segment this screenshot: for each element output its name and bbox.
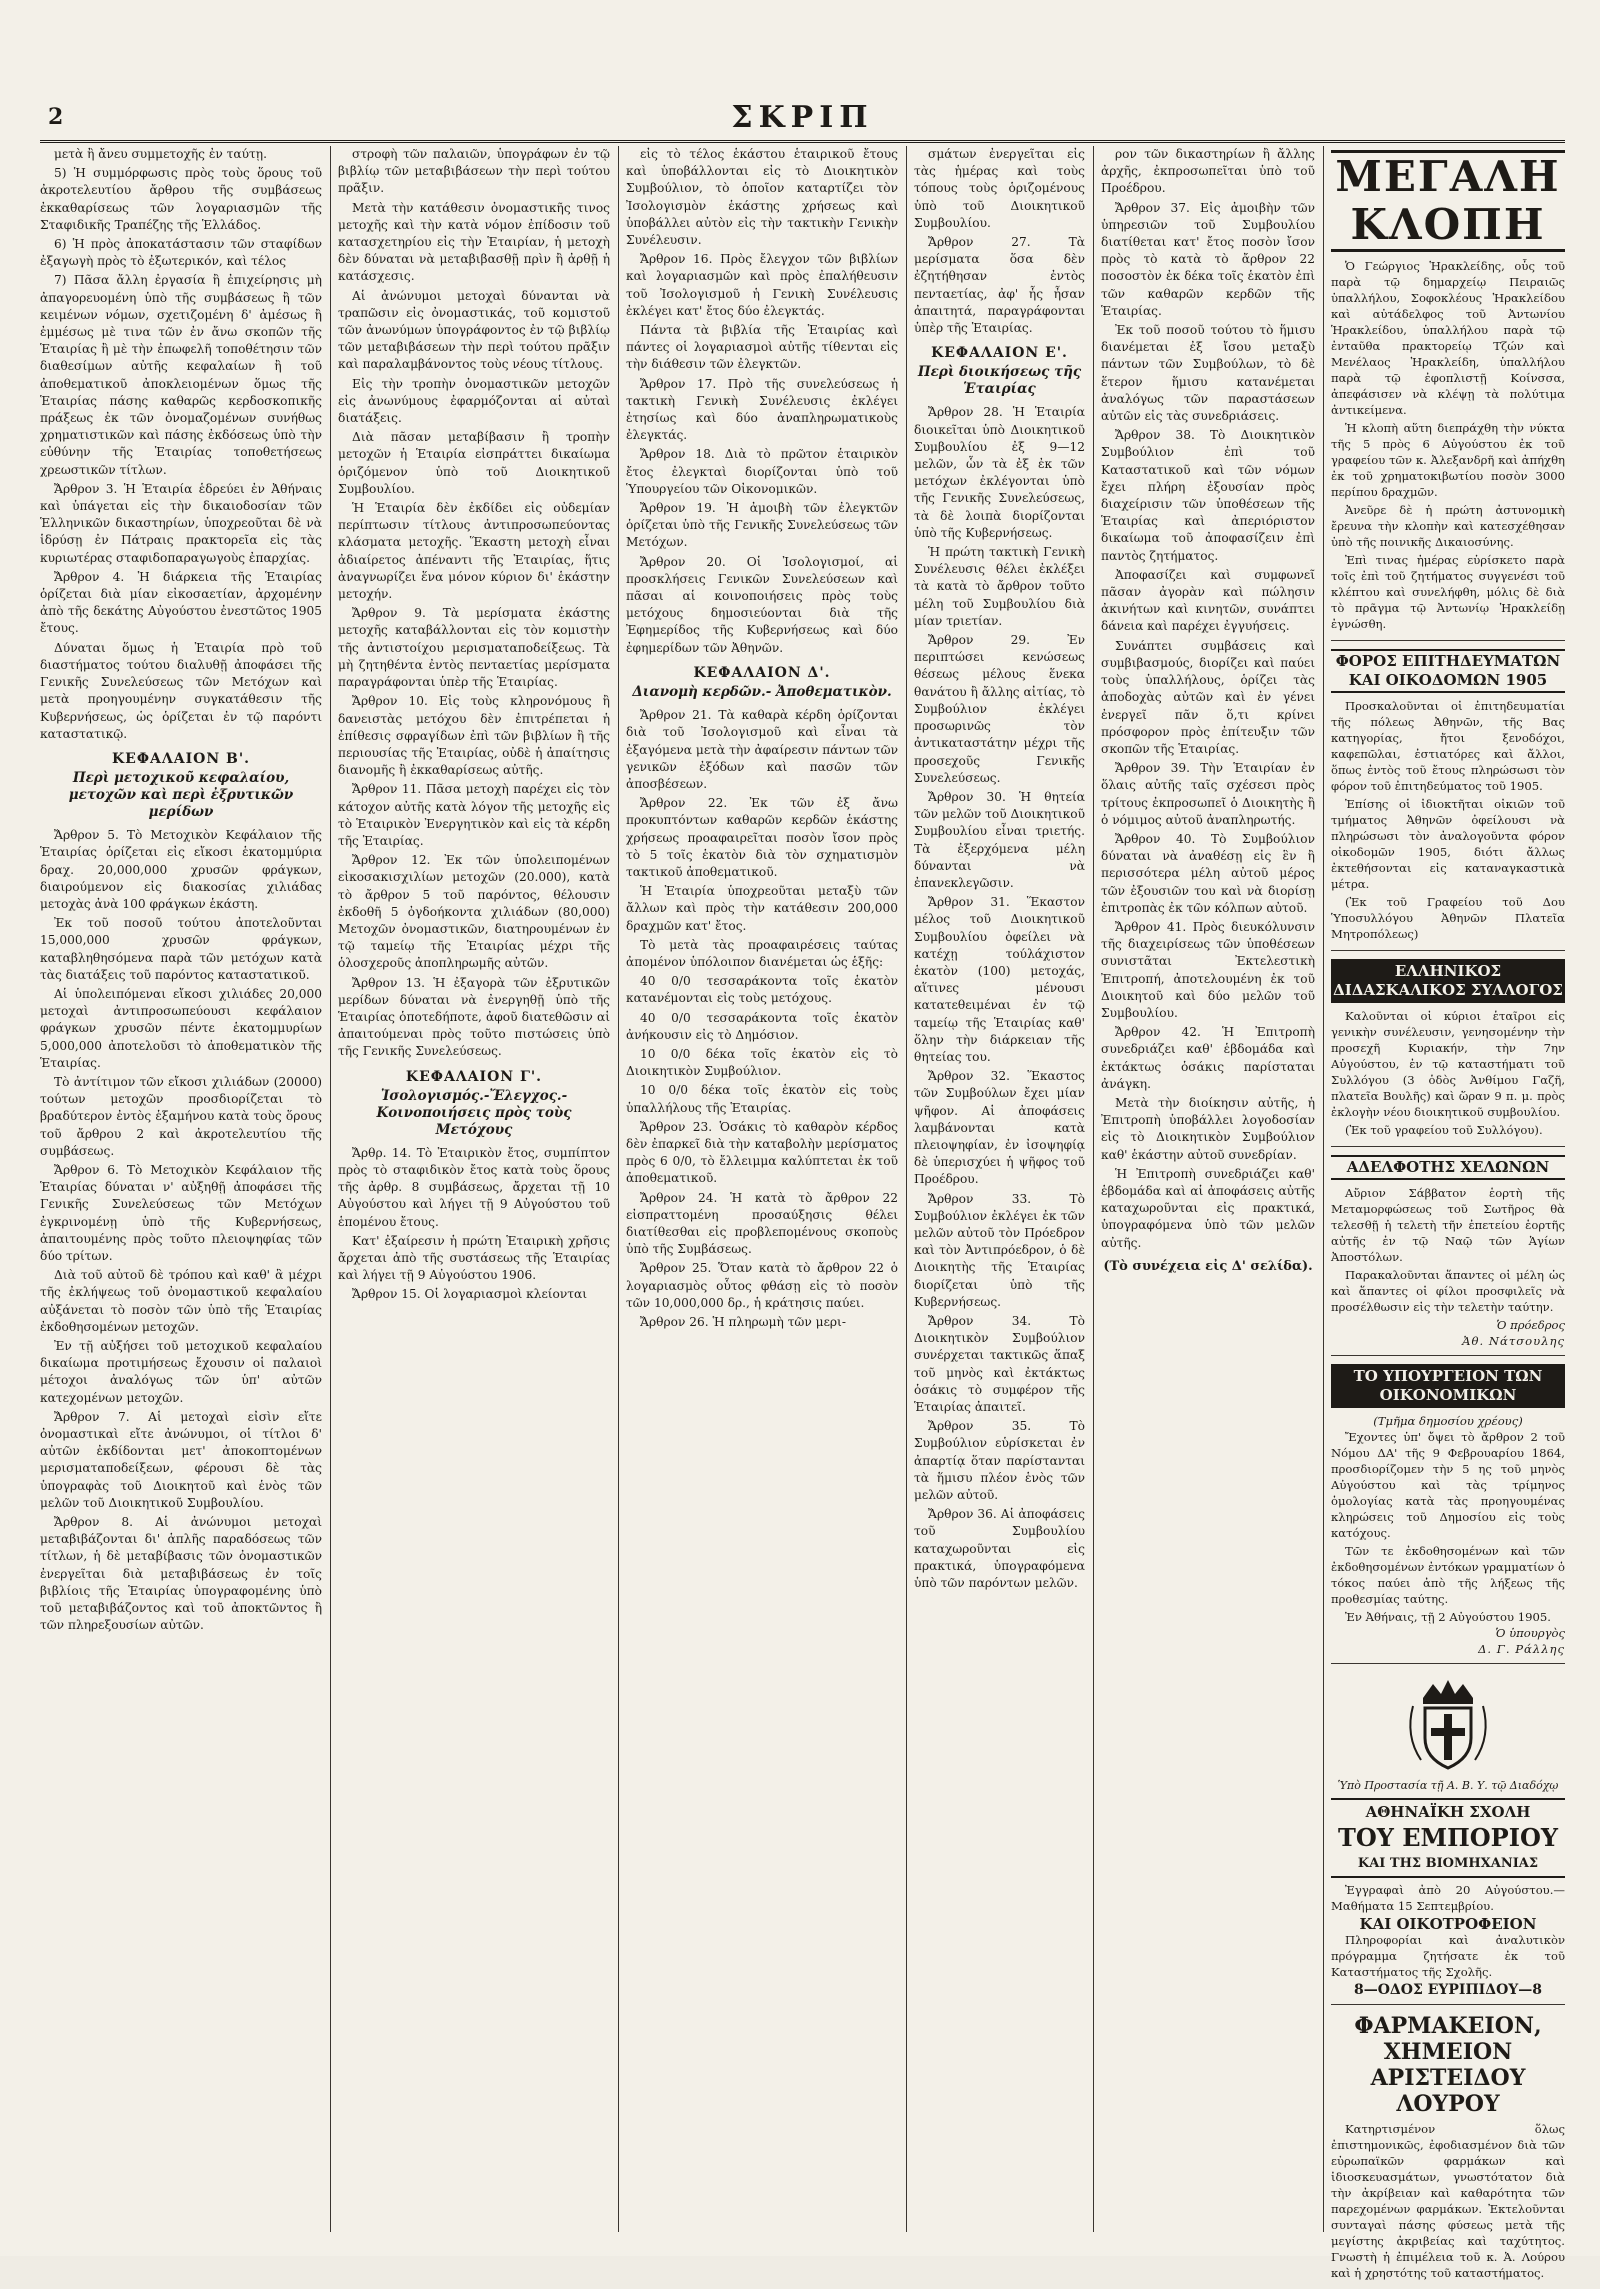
paragraph: Ἡ Ἐπιτροπὴ συνεδριάζει καθ' ἑβδομάδα καὶ αἱ ἀποφάσεις αὐτῆς καταχωροῦνται εἰς πρακτικά, ὑπογραφόμενα ὑπὸ τῶν μελῶν αὐτῆς. <box>1101 1166 1315 1250</box>
section-title: ΚΕΦΑΛΑΙΟΝ Β'. <box>111 750 251 767</box>
paragraph: Ἄρθρον 29. Ἐν περιπτώσει κενώσεως θέσεως μέλους ἕνεκα θανάτου ἢ ἄλλης αἰτίας, τὸ Συμβούλιον ἐκλέγει προσωρινῶς τὸν ἀντικαταστάτην μέχρι τῆς προσεχοῦς Γενικῆς Συνελεύσεως. <box>914 633 1085 785</box>
paragraph: 40 0/0 τεσσαράκοντα τοῖς ἑκατὸν ἀνήκουσιν εἰς τὸ Δημόσιον. <box>626 1010 898 1042</box>
paragraph: στροφὴ τῶν παλαιῶν, ὑπογράφων ἐν τῷ βιβλίῳ τῶν μεταβιβάσεων τὴν περὶ τούτου πρᾶξιν. <box>338 147 610 196</box>
paragraph: Ἄρθρον 17. Πρὸ τῆς συνελεύσεως ἡ τακτικὴ Γενικὴ Συνέλευσις ἐκλέγει ἐτησίως καὶ δύο ἀναπληρωματικοὺς ἐλεγκτάς. <box>626 376 898 443</box>
paragraph: Τῶν τε ἐκδοθησομένων καὶ τῶν ἐκδοθησομένων ἐντόκων γραμματίων ὁ τόκος παύει ἀπὸ τῆς λήξεως τῆς προθεσμίας ταύτης. <box>1331 1544 1565 1606</box>
paragraph: Ἔχοντες ὑπ' ὄψει τὸ ἄρθρον 2 τοῦ Νόμου ΔΑ' τῆς 9 Φεβρουαρίου 1864, προσδιορίζομεν τὴν 5 ης τοῦ μηνὸς Αὐγούστου καὶ τὰς τρίμηνος ὁμολογίας κατὰ τὰς προηγουμένας κληρώσεις τοῦ Δημοσίου εἰς τοὺς κατόχους. <box>1331 1430 1565 1540</box>
paragraph: Ἄρθρον 7. Αἱ μετοχαὶ εἰσὶν εἴτε ὀνομαστικαὶ εἴτε ἀνώνυμοι, οἱ τίτλοι δ' αὐτῶν ἐκδίδονται μετ' ἀποκοπτομένων μερισματαποδείξεων, φέρουσι δὲ τὰς ὑπογραφὰς τοῦ Διοικητοῦ καὶ ἑνὸς τῶν μελῶν τοῦ Διοικητικοῦ Συμβουλίου. <box>40 1409 322 1510</box>
paragraph: Ἄρθρον 35. Τὸ Συμβούλιον εὑρίσκεται ἐν ἀπαρτίᾳ ὅταν παρίστανται τὰ ἥμισυ πλέον ἑνὸς τῶν μελῶν αὐτοῦ. <box>914 1419 1085 1503</box>
signature-name: Δ. Γ. Ράλλης <box>1478 1642 1565 1656</box>
paragraph: Ἄρθρον 33. Τὸ Συμβούλιον ἐκλέγει ἐκ τῶν μελῶν αὐτοῦ τὸν Πρόεδρον καὶ τὸν Ἀντιπρόεδρον, ὁ δὲ Διοικητὴς τῆς Ἑταιρίας διορίζεται ὑπὸ τῆς Κυβερνήσεως. <box>914 1191 1085 1309</box>
section-subtitle: Ἰσολογισμός.-Ἔλεγχος.- Κοινοποιήσεις πρὸς τοὺς Μετόχους <box>376 1087 572 1138</box>
paragraph: Ἄρθρον 28. Ἡ Ἑταιρία διοικεῖται ὑπὸ Διοικητικοῦ Συμβουλίου ἐξ 9—12 μελῶν, ὧν τὰ ἐξ ἐκ τῶν μετόχων ἐκλέγονται ὑπὸ τῆς Γενικῆς Συνελεύσεως, τὰ δὲ λοιπὰ διορίζονται ὑπὸ τῆς Κυβερνήσεως. <box>914 405 1085 540</box>
section-title: ΚΕΦΑΛΑΙΟΝ Γ'. <box>405 1068 543 1085</box>
column-rule <box>906 146 907 2232</box>
paragraph: Ἄρθρον 21. Τὰ καθαρὰ κέρδη ὁρίζονται διὰ τοῦ Ἰσολογισμοῦ καὶ εἶναι τὰ ἐξαγόμενα μετὰ τὴν ἀφαίρεσιν πάντων τῶν γενικῶν ἐξόδων καὶ πασῶν τῶν ἀποσβέσεων. <box>626 708 898 791</box>
section-title: ΚΕΦΑΛΑΙΟΝ Ε'. <box>931 345 1068 362</box>
paragraph: Ἄρθρον 27. Τὰ μερίσματα ὅσα δὲν ἐζητήθησαν ἐντὸς πενταετίας, ἀφ' ἧς ἦσαν ἀπαιτητά, παραγράφονται ὑπὲρ τῆς Ἑταιρίας. <box>914 235 1085 336</box>
ad-tax <box>1331 641 1565 951</box>
ad-theft <box>1331 146 1565 641</box>
article-column-1 <box>40 146 322 2232</box>
paragraph: Ἄρθρον 22. Ἐκ τῶν ἐξ ἄνω προκυπτόντων καθαρῶν κερδῶν ἑκάστης χρήσεως προαφαιρεῖται ποσὸν ἴσον πρὸς τὸ 5 τοῖς ἑκατὸν διὰ τὸν σχηματισμὸν τακτικοῦ ἀποθεματικοῦ. <box>626 796 898 879</box>
paragraph: Αἱ ὑπολειπόμεναι εἴκοσι χιλιάδες 20,000 μετοχαὶ ἀντιπροσωπεύουσι κεφάλαιον φράγκων χρυσῶν πέντε ἑκατομμυρίων 5,000,000 ἀποτελοῦσι τὸ ἀποθεματικὸν τῆς Ἑταιρίας. <box>40 986 322 1070</box>
paragraph: 10 0/0 δέκα τοῖς ἑκατὸν εἰς τοὺς ὑπαλλήλους τῆς Ἑταιρίας. <box>626 1083 898 1115</box>
section-title: ΚΕΦΑΛΑΙΟΝ Δ'. <box>693 664 831 681</box>
ad-teachers-association <box>1331 951 1565 1147</box>
column-rule <box>1323 146 1324 2232</box>
paragraph: Κατ' ἐξαίρεσιν ἡ πρώτη Ἑταιρικὴ χρῆσις ἄρχεται ἀπὸ τῆς συστάσεως τῆς Ἑταιρίας καὶ λήγει τῇ 9 Αὐγούστου 1906. <box>338 1233 610 1283</box>
paper-name: ΣΚΡΙΠ <box>731 100 874 135</box>
paragraph: Καλοῦνται οἱ κύριοι ἑταῖροι εἰς γενικὴν συνέλευσιν, γενησομένην τὴν προσεχῆ Κυριακήν, τὴν 7ην Αὐγούστου, ἐν τῷ καταστήματι τοῦ Συλλόγου (3 ὁδὸς Ἀνθίμου Γαζῆ, πλατεῖα Βουλῆς) καὶ ὥραν 9 π. μ. πρὸς ἐκλογὴν νέου διοικητικοῦ συμβουλίου. <box>1331 1009 1565 1119</box>
ad-pharmacy <box>1331 2005 1565 2289</box>
paragraph: Ἐν τῇ αὐξήσει τοῦ μετοχικοῦ κεφαλαίου δικαίωμα προτιμήσεως ἔχουσιν οἱ παλαιοὶ μέτοχοι ἀναλόγως τῶν ὑπ' αὐτῶν κατεχομένων μετοχῶν. <box>40 1339 322 1405</box>
paragraph: Ἄρθρον 13. Ἡ ἐξαγορὰ τῶν ἐξρυτικῶν μερίδων δύναται νὰ ἐνεργηθῇ ὑπὸ τῆς Ἑταιρίας ὁποτεδήποτε, ἀφοῦ διατεθῶσιν αἱ ἀπαιτούμεναι πρὸς τοῦτο πιστώσεις ὑπὸ τῆς Γενικῆς Συνελεύσεως. <box>338 975 610 1059</box>
ad-school <box>1331 1664 1565 2005</box>
ad-title: ΤΟ ΥΠΟΥΡΓΕΙΟΝ ΤΩΝ ΟΙΚΟΝΟΜΙΚΩΝ <box>1331 1364 1565 1408</box>
paragraph: Εἰς τὴν τροπὴν ὀνομαστικῶν μετοχῶν εἰς ἀνωνύμους ἐφαρμόζονται αἱ αὐταὶ διατάξεις. <box>338 376 610 426</box>
paragraph: 10 0/0 δέκα τοῖς ἑκατὸν εἰς τὸ Διοικητικὸν Συμβούλιον. <box>626 1046 898 1079</box>
article-column-2 <box>338 146 610 2232</box>
paragraph: εἰς τὸ τέλος ἑκάστου ἑταιρικοῦ ἔτους καὶ ὑποβάλλονται εἰς τὸ Διοικητικὸν Συμβούλιον, τὸ ὁποῖον καταρτίζει τὸν Ἰσολογισμὸν ἑκάστης χρήσεως καὶ ὑποβάλλει αὐτὸν εἰς τὴν τακτικὴν Γενικὴν Συνέλευσιν. <box>626 147 898 248</box>
paragraph: Ἐκ τοῦ ποσοῦ τούτου ἀποτελοῦνται 15,000,000 χρυσῶν φράγκων, καταβληθησόμενα παρὰ τῶν μετόχων κατὰ τὰς διατάξεις τοῦ παρόντος καταστατικοῦ. <box>40 916 322 982</box>
ads-column <box>1331 146 1565 2280</box>
ad-title: ΜΕΓΑΛΗ ΚΛΟΠΗ <box>1331 150 1565 252</box>
paragraph: Ἐκ τοῦ ποσοῦ τούτου τὸ ἥμισυ διανέμεται ἐξ ἴσου μεταξὺ πάντων τῶν Συμβούλων, τὸ δὲ ἕτερον ἥμισυ κατανέμεται ἀναλόγως τῶν παραστάσεων αὐτῶν εἰς τὰς συνεδριάσεις. <box>1101 323 1315 424</box>
paragraph: Ἀποφασίζει καὶ συμφωνεῖ πᾶσαν ἀγορὰν καὶ πώλησιν ἀκινήτων καὶ κινητῶν, συνάπτει δάνεια καὶ παρέχει ἐγγυήσεις. <box>1101 567 1315 634</box>
paragraph: Ἄρθρον 11. Πᾶσα μετοχὴ παρέχει εἰς τὸν κάτοχον αὐτῆς κατὰ λόγον τῆς μετοχῆς εἰς τὸ Ἑταιρικὸν Ἐνεργητικὸν καὶ εἰς τὰ κέρδη τῆς Ἑταιρίας. <box>338 782 610 848</box>
paragraph: Ἄρθρον 34. Τὸ Διοικητικὸν Συμβούλιον συνέρχεται τακτικῶς ἅπαξ τοῦ μηνὸς καὶ ἐκτάκτως ὁσάκις τὸ συμφέρον τῆς Ἑταιρίας ἀπαιτεῖ. <box>914 1314 1085 1415</box>
school-title-line: ΑΘΗΝΑΪΚΗ ΣΧΟΛΗ <box>1365 1803 1531 1821</box>
pharmacy-title <box>1331 2013 1565 2117</box>
column-rule <box>330 146 331 2232</box>
masthead <box>40 100 1565 143</box>
paragraph: Ἄρθρον 12. Ἐκ τῶν ὑπολειπομένων εἰκοσακισχιλίων μετοχῶν (20.000), κατὰ τὸ ἄρθρον 5 τοῦ παρόντος, θέλουσιν ἐκδοθῆ 5 ὀγδοήκοντα χιλιάδων (80,000) Μετοχῶν ὀνομαστικῶν, διατηρουμένων ἐν τῷ ταμείῳ τῆς Ἑταιρίας μέχρι τῆς ὁλοσχεροῦς ἀποπληρωμῆς αὐτῶν. <box>338 853 610 971</box>
paragraph: Ἐπίσης οἱ ἰδιοκτῆται οἰκιῶν τοῦ τμήματος Ἀθηνῶν ὀφείλουσι νὰ πληρώσωσι τὸν ἀναλογοῦντα φόρον οἰκοδομῶν 1905, διότι ἄλλως ἐκτεθήσονται εἰς καταναγκαστικὰ μέτρα. <box>1331 797 1565 891</box>
paragraph: Ἄρθρον 30. Ἡ θητεία τῶν μελῶν τοῦ Διοικητικοῦ Συμβουλίου εἶναι τριετής. Τὰ ἐξερχόμενα μέλη δύνανται νὰ ἐπανεκλεγῶσιν. <box>914 789 1086 890</box>
school-info: Πληροφορίαι καὶ ἀναλυτικὸν πρόγραμμα ζητήσατε ἐκ τοῦ Καταστήματος τῆς Σχολῆς. <box>1331 1933 1565 1979</box>
paragraph: Ἡ Ἑταιρία ὑποχρεοῦται μεταξὺ τῶν ἄλλων καὶ πρὸς τὴν κατάθεσιν 200,000 δραχμῶν κατ' ἔτος. <box>626 884 898 933</box>
paragraph: Μετὰ τὴν κατάθεσιν ὀνομαστικῆς τινος μετοχῆς καὶ τὴν κατὰ νόμον ἐπίδοσιν τοῦ κατασχετηρίου εἰς τὴν Ἑταιρίαν, ἡ μετοχὴ δὲν δύναται νὰ μεταβιβασθῇ πρὶν ἢ ἀρθῇ ἡ κατάσχεσις. <box>338 200 610 284</box>
paragraph: Ἄρθρον 25. Ὅταν κατὰ τὸ ἄρθρον 22 ὁ λογαριασμὸς οὗτος φθάσῃ εἰς τὸ ποσὸν τῶν 10,000,000 δρ., ἡ κράτησις παύει. <box>626 1261 898 1310</box>
article-column-4 <box>914 146 1085 2232</box>
paragraph: Ἄρθρον 36. Αἱ ἀποφάσεις τοῦ Συμβουλίου καταχωροῦνται εἰς πρακτικά, ὑπογραφόμενα ὑπὸ τῶν παρόντων μελῶν. <box>914 1507 1085 1591</box>
paragraph: (Ἐκ τοῦ Γραφείου τοῦ Δου Ὑποσυλλόγου Ἀθηνῶν Πλατεῖα Μητροπόλεως) <box>1331 895 1565 941</box>
paragraph: Ἄρθρον 19. Ἡ ἀμοιβὴ τῶν ἐλεγκτῶν ὁρίζεται ὑπὸ τῆς Γενικῆς Συνελεύσεως τῶν Μετόχων. <box>626 501 898 550</box>
paragraph: Ἄρθρον 6. Τὸ Μετοχικὸν Κεφάλαιον τῆς Ἑταιρίας δύναται ν' αὐξηθῇ ἀποφάσει τῆς Γενικῆς Συνελεύσεως τῶν Μετόχων ἐγκρινομένῃ ὑπὸ τῆς Κυβερνήσεως, ἀπαιτουμένης πρὸς τοῦτο πλειοψηφίας τῶν δύο τρίτων. <box>40 1162 322 1263</box>
paragraph: Ἡ κλοπὴ αὕτη διεπράχθη τὴν νύκτα τῆς 5 πρὸς 6 Αὐγούστου ἐκ τοῦ γραφείου τῶν κ. Ἀλεξανδρῆ καὶ ἀπήχθη ἐκ τοῦ χρηματοκιβωτίου ποσὸν 3000 περίπου δραχμῶν. <box>1331 421 1565 499</box>
paragraph: Ἄρθρον 5. Τὸ Μετοχικὸν Κεφάλαιον τῆς Ἑταιρίας ὁρίζεται εἰς εἴκοσι ἑκατομμύρια δραχ. 20,000,000 χρυσῶν φράγκων, διαιρούμενον εἰς διακοσίας χιλιάδας μετοχὰς ἀνὰ 100 φράγκων ἑκάστη. <box>40 828 322 911</box>
paragraph: Ἄρθρον 40. Τὸ Συμβούλιον δύναται νὰ ἀναθέσῃ εἰς ἓν ἢ περισσότερα μέλη αὐτοῦ μέρος τῶν ἐξουσιῶν του καὶ νὰ διορίσῃ ἐπιτροπὰς ἐκ τῶν κόλπων αὐτοῦ. <box>1101 831 1315 915</box>
paragraph: Ἄρθρον 18. Διὰ τὸ πρῶτον ἑταιρικὸν ἔτος ἐλεγκταὶ διορίζονται ὑπὸ τοῦ Ὑπουργείου τῶν Οἰκονομικῶν. <box>626 447 898 496</box>
paragraph: Ἄρθρον 3. Ἡ Ἑταιρία ἑδρεύει ἐν Ἀθήναις καὶ ὑπάγεται εἰς τὴν δικαιοδοσίαν τῶν Ἑλληνικῶν δικαστηρίων, ὑποχρεοῦται δὲ νὰ ἱδρύσῃ ἐν Πάτραις πρακτορεῖα εἰς τὰς κυριωτέρας σταφιδοπαραγωγοὺς ἐπαρχίας. <box>40 481 322 565</box>
paragraph: Ἡ πρώτη τακτικὴ Γενικὴ Συνέλευσις θέλει ἐκλέξει τὰ κατὰ τὸ ἄρθρον τοῦτο μέλη τοῦ Συμβουλίου διὰ μίαν τριετίαν. <box>914 545 1085 628</box>
paragraph: Ἄρθρον 31. Ἕκαστον μέλος τοῦ Διοικητικοῦ Συμβουλίου ὀφείλει νὰ κατέχῃ τούλάχιστον ἑκατὸν (100) μετοχάς, αἵτινες μένουσι κατατεθειμέναι ἐν τῷ ταμείῳ τῆς Ἑταιρίας καθ' ὅλην τὴν διάρκειαν τῆς θητείας του. <box>914 895 1085 1064</box>
paragraph: Ἄρθρον 16. Πρὸς ἔλεγχον τῶν βιβλίων καὶ λογαριασμῶν καὶ πρὸς ἐπαλήθευσιν τοῦ Ἰσολογισμοῦ ἡ Γενικὴ Συνέλευσις ἐκλέγει κατ' ἔτος δύο ἐλεγκτάς. <box>626 252 898 318</box>
paragraph: Ἄρθρον 20. Οἱ Ἰσολογισμοί, αἱ προσκλήσεις Γενικῶν Συνελεύσεων καὶ πᾶσαι αἱ κοινοποιήσεις πρὸς τοὺς μετόχους δημοσιεύονται διὰ τῆς Ἐφημερίδος τῆς Κυβερνήσεως καὶ δύο ἐφημερίδων τῶν Ἀθηνῶν. <box>626 554 898 655</box>
pharmacy-body: Κατηρτισμένον ὅλως ἐπιστημονικῶς, ἐφοδιασμένον διὰ τῶν εὐρωπαϊκῶν φαρμάκων καὶ ἰδιοσκευασμάτων, γνωστότατον διὰ τὴν ἀκρίβειαν καὶ καθαρότητα τῶν παρεχομένων φαρμάκων. Ἐκτελοῦνται συνταγαὶ πάσης φύσεως μετὰ τῆς μεγίστης ἀκριβείας καὶ ταχύτητος. Γνωστὴ ἡ ἐπιμέλεια τοῦ κ. Ἀ. Λούρου καὶ ἡ χρηστότης τοῦ καταστήματος. <box>1331 2122 1565 2280</box>
pharmacy-title-line: ΑΡΙΣΤΕΙΔΟΥ ΛΟΥΡΟΥ <box>1370 2065 1526 2117</box>
pharmacy-title-line: ΦΑΡΜΑΚΕΙΟΝ, ΧΗΜΕΙΟΝ <box>1354 2013 1542 2065</box>
paragraph: Ἐπὶ τινας ἡμέρας εὑρίσκετο παρὰ τοῖς ἐπὶ τοῦ ζητήματος συγγενέσι τοῦ κλέπτου καὶ συνελήφθη, μόλις δὲ διὰ τὸ πρᾶγμα τῷ Ἀντωνίῳ Ἡρακλείδῃ ἐγνώσθη. <box>1331 553 1565 631</box>
paragraph: Ἄρθρον 32. Ἕκαστος τῶν Συμβούλων ἔχει μίαν ψῆφον. Αἱ ἀποφάσεις λαμβάνονται κατὰ πλειοψηφίαν, ἐν ἰσοψηφίᾳ δὲ ὑπερισχύει ἡ ψῆφος τοῦ Προέδρου. <box>914 1069 1085 1187</box>
paragraph: Συνάπτει συμβάσεις καὶ συμβιβασμούς, διορίζει καὶ παύει τοὺς ὑπαλλήλους, ὁρίζει τὰς ἀποδοχὰς αὐτῶν καὶ ἐν γένει ἐνεργεῖ πᾶν ὅ,τι κρίνει πρόσφορον πρὸς ἐπίτευξιν τῶν σκοπῶν τῆς Ἑταιρίας. <box>1101 638 1315 756</box>
paragraph: Ἄρθρον 26. Ἡ πληρωμὴ τῶν μερι- <box>640 1315 846 1329</box>
paragraph: Ἄρθρον 41. Πρὸς διευκόλυνσιν τῆς διαχειρίσεως τῶν ὑποθέσεων συνιστᾶται Ἐκτελεστικὴ Ἐπιτροπή, ἀποτελουμένη ἐκ τοῦ Διοικητοῦ καὶ δύο μελῶν τοῦ Συμβουλίου. <box>1101 919 1315 1020</box>
school-title <box>1331 1798 1565 1878</box>
ad-ministry <box>1331 1356 1565 1664</box>
school-boarding: ΚΑΙ ΟΙΚΟΤΡΟΦΕΙΟΝ <box>1359 1915 1537 1933</box>
ad-title: ΑΔΕΛΦΟΤΗΣ ΧΕΛΩΝΩΝ <box>1331 1155 1565 1180</box>
paragraph: Ἄρθρ. 14. Τὸ Ἑταιρικὸν ἔτος, συμπίπτον πρὸς τὸ σταφιδικὸν ἔτος κατὰ τοὺς ὅρους τῆς ἀρθρ. 8 συμβάσεως, ἄρχεται τῇ 10 Αὐγούστου καὶ λήγει τῇ 9 Αὐγούστου τοῦ ἑπομένου ἔτους. <box>338 1145 610 1229</box>
ad-subtitle: (Τμῆμα δημοσίου χρέους) <box>1373 1414 1523 1428</box>
paragraph: Αἱ ἀνώνυμοι μετοχαὶ δύνανται νὰ τραπῶσιν εἰς ὀνομαστικάς, τοῦ κομιστοῦ τῶν ἀνωνύμων ὑπογράφοντος ἐν τῷ βιβλίῳ τῶν μεταβιβάσεων τὴν περὶ τούτου πρᾶξιν καὶ παραλαμβάνοντος τοὺς νέους τίτλους. <box>338 288 610 372</box>
school-address: 8—ΟΔΟΣ ΕΥΡΙΠΙΔΟΥ—8 <box>1353 1982 1543 1998</box>
ad-brotherhood <box>1331 1147 1565 1356</box>
paragraph: 5) Ἡ συμμόρφωσις πρὸς τοὺς ὅρους τοῦ ἀκροτελευτίου ἄρθρου τῆς συμβάσεως ἐκκαθαρίσεως τῶν λογαριασμῶν τῆς Σταφιδικῆς Τραπέζης τῆς Ἑλλάδος. <box>40 166 322 232</box>
paragraph: Τὸ μετὰ τὰς προαφαιρέσεις ταύτας ἀπομένον ὑπόλοιπον διανέμεται ὡς ἑξῆς: <box>626 937 898 969</box>
paragraph: Ἄρθρον 24. Ἡ κατὰ τὸ ἄρθρον 22 εἰσπραττομένη προσαύξησις θέλει διατίθεσθαι εἰς προβλεπομένους σκοποὺς ὑπὸ τῆς Συμβάσεως. <box>626 1190 898 1257</box>
paragraph: Ἄρθρον 37. Εἰς ἀμοιβὴν τῶν ὑπηρεσιῶν τοῦ Συμβουλίου διατίθεται κατ' ἔτος ποσὸν ἴσον πρὸς τὸ κατὰ τὸ ἄρθρον 22 ποσοστὸν ἐκ δέκα τοῖς ἑκατὸν ἐπὶ τῶν καθαρῶν κερδῶν τῆς Ἑταιρίας. <box>1101 200 1315 318</box>
school-title-line: ΤΟΥ ΕΜΠΟΡΙΟΥ <box>1338 1823 1558 1852</box>
paragraph: Ἀνεῦρε δὲ ἡ πρώτη ἀστυνομικὴ ἔρευνα τὴν κλοπὴν καὶ κατεσχέθησαν ὑπὸ τῆς ποινικῆς Δικαιοσύνης. <box>1331 503 1565 549</box>
section-subtitle: Διανομὴ κερδῶν.- Ἀποθεματικὸν. <box>632 684 892 701</box>
article-column-5 <box>1101 146 1315 2232</box>
ad-title: ΦΟΡΟΣ ΕΠΙΤΗΔΕΥΜΑΤΩΝ ΚΑΙ ΟΙΚΟΔΟΜΩΝ 1905 <box>1331 649 1565 693</box>
ad-title: ΕΛΛΗΝΙΚΟΣ ΔΙΔΑΣΚΑΛΙΚΟΣ ΣΥΛΛΟΓΟΣ <box>1331 959 1565 1003</box>
paragraph: Ἄρθρον 9. Τὰ μερίσματα ἐκάστης μετοχῆς καταβάλλονται εἰς τὸν κομιστὴν τῆς ἀντιστοίχου μερισματαποδείξεως. Τὰ μὴ ζητηθέντα ἐντὸς πενταετίας μερίσματα παραγράφονται ὑπὲρ τῆς Ἑταιρίας. <box>338 606 610 690</box>
section-subtitle: Περὶ μετοχικοῦ κεφαλαίου, μετοχῶν καὶ περὶ ἐξρυτικῶν μερίδων <box>68 770 294 821</box>
paragraph: Ἄρθρον 8. Αἱ ἀνώνυμοι μετοχαὶ μεταβιβάζονται δι' ἁπλῆς παραδόσεως τῶν τίτλων, ἡ δὲ μεταβίβασις τῶν ὀνομαστικῶν ἐνεργεῖται διὰ μεταβιβάσεως ἐν τοῖς βιβλίοις τῆς Ἑταιρίας ὑπογραφομένης ὑπὸ τοῦ μεταβιβάζοντος καὶ τοῦ ἀποκτῶντος ἢ τῶν πληρεξουσίων αὐτῶν. <box>40 1515 322 1633</box>
signature-title: Ὁ ὑπουργὸς <box>1495 1626 1565 1640</box>
signature-title: Ὁ πρόεδρος <box>1496 1318 1565 1332</box>
paragraph: 7) Πᾶσα ἄλλη ἐργασία ἢ ἐπιχείρησις μὴ ἀπαγορευομένη ὑπὸ τῆς συμβάσεως ἢ τῶν κειμένων νόμων, σχετιζομένη δ' ἀμέσως ἢ ἐμμέσως μὲ τινα τῶν ἐν ἄνω σκοπῶν τῆς Ἑταιρίας ἢ μὲ τὴν ἐπωφελῆ τοποθέτησιν τῶν διαθεσίμων αὐτῆς κεφαλαίων ἢ τοῦ ἀποθεματικοῦ ἀποκλειομένων ὅμως τῆς Ἑταιρίας πάσης καθαρῶς κερδοσκοπικῆς πράξεως ἐκ τῶν ὀνομαζομένων συνήθως χρηματιστικῶν καὶ πάσης ἐκδόσεως ὑπὸ τὴν εὐθύνην τῆς Ἑταιρίας τοποθετήσεως χρεωστικῶν τίτλων. <box>40 273 322 477</box>
page-number: 2 <box>48 104 64 130</box>
paragraph: Ἄρθρον 4. Ἡ διάρκεια τῆς Ἑταιρίας ὁρίζεται διὰ μίαν εἰκοσαετίαν, ἀρχομένην ἀπὸ τῆς δεκάτης Αὐγούστου ἐνεστῶτος 1905 ἔτους. <box>40 569 322 636</box>
signature-name: Ἀθ. Νάτσουλης <box>1462 1334 1565 1348</box>
paragraph: Μετὰ τὴν διοίκησιν αὐτῆς, ἡ Ἐπιτροπὴ ὑποβάλλει λογοδοσίαν εἰς τὸ Διοικητικὸν Συμβούλιον καθ' ἑκάστην αὐτοῦ συνεδρίαν. <box>1101 1095 1315 1162</box>
paragraph: Αὔριον Σάββατον ἑορτὴ τῆς Μεταμορφώσεως τοῦ Σωτῆρος θὰ τελεσθῇ ἡ τελετὴ τῆν ἐπετείου ἑορτῆς αὐτῆς ἐν τῷ Ναῷ τῶν Ἁγίων Ἀποστόλων. <box>1331 1186 1565 1264</box>
school-body: Ἐγγραφαὶ ἀπὸ 20 Αὐγούστου.—Μαθήματα 15 Σεπτεμβρίου. <box>1331 1883 1565 1913</box>
school-patron: Ὑπὸ Προστασία τῇ Α. Β. Υ. τῷ Διαδόχῳ <box>1337 1779 1559 1792</box>
paragraph: Διὰ πᾶσαν μεταβίβασιν ἢ τροπὴν μετοχῶν ἡ Ἑταιρία εἰσπράττει δικαίωμα ὁριζόμενον ὑπὸ τοῦ Διοικητικοῦ Συμβουλίου. <box>338 430 610 496</box>
paragraph: Ἄρθρον 23. Ὁσάκις τὸ καθαρὸν κέρδος δὲν ἐπαρκεῖ διὰ τὴν καταβολὴν μερίσματος πρὸς 6 0/0, τὸ ἔλλειμμα καλύπτεται ἐκ τοῦ ἀποθεματικοῦ. <box>626 1119 898 1186</box>
paragraph: Ἄρθρον 39. Τὴν Ἑταιρίαν ἐν ὅλαις αὐτῆς ταῖς σχέσεσι πρὸς τρίτους ἐκπροσωπεῖ ὁ Διοικητὴς ἢ ὁ νόμιμος αὐτοῦ ἀναπληρωτής. <box>1101 761 1315 827</box>
paragraph: 6) Ἡ πρὸς ἀποκατάστασιν τῶν σταφίδων ἐξαγωγὴ πρὸς τὸ ἐξωτερικόν, καὶ τέλος <box>40 237 322 269</box>
school-title-line: ΚΑΙ ΤΗΣ ΒΙΟΜΗΧΑΝΙΑΣ <box>1357 1856 1539 1871</box>
paragraph: ρον τῶν δικαστηρίων ἢ ἄλλης ἀρχῆς, ἐκπροσωπεῖται ὑπὸ τοῦ Προέδρου. <box>1101 147 1315 196</box>
column-rule <box>1093 146 1094 2232</box>
paragraph: μετὰ ἢ ἄνευ συμμετοχῆς ἐν ταύτῃ. <box>54 147 267 161</box>
paragraph: Ἄρθρον 15. Οἱ λογαριασμοὶ κλείονται <box>352 1287 588 1302</box>
column-rule <box>618 146 619 2232</box>
paragraph: Προσκαλοῦνται οἱ ἐπιτηδευματίαι τῆς πόλεως Ἀθηνῶν, τῆς Βας κατηγορίας, ἤτοι ξενοδόχοι, καφεπῶλαι, ἐστιατόρες καὶ ἄλλοι, ὅπως ἐντὸς τοῦ ἔτους πληρώσωσι τὸν φόρον τοῦ ἐπιτηδεύματος τοῦ 1905. <box>1331 699 1565 793</box>
paragraph: 40 0/0 τεσσαράκοντα τοῖς ἑκατὸν κατανέμονται εἰς τοὺς μετόχους. <box>626 974 898 1006</box>
paragraph: Ἄρθρον 10. Εἰς τοὺς κληρονόμους ἢ δανειστὰς μετόχου δὲν ἐπιτρέπεται ἡ ἐπίθεσις σφραγίδων ἐπὶ τῶν βιβλίων ἢ τῆς περιουσίας τῆς Ἑταιρίας, οὐδὲ ἡ ἀπαίτησις διανομῆς ἢ ἐκκαθαρίσεως αὐτῆς. <box>338 694 610 778</box>
paragraph: Ἡ Ἑταιρία δὲν ἐκδίδει εἰς οὐδεμίαν περίπτωσιν τίτλους ἀντιπροσωπεύοντας κλάσματα μετοχῆς. Ἕκαστη μετοχὴ εἶναι ἀδιαίρετος ἀπέναντι τῆς Ἑταιρίας, ἥτις ἀναγνωρίζει ἕνα μόνον κύριον δι' ἑκάστην μετοχήν. <box>338 501 610 602</box>
paragraph: Ἄρθρον 42. Ἡ Ἐπιτροπὴ συνεδριάζει καθ' ἑβδομάδα καὶ ἐκτάκτως ὁσάκις παρίσταται ἀνάγκη. <box>1101 1025 1315 1091</box>
paragraph: Τὸ ἀντίτιμον τῶν εἴκοσι χιλιάδων (20000) τούτων μετοχῶν προσδιορίζεται τὸ βραδύτερον ἐντὸς ἑξαμήνου κατὰ τοὺς ὅρους τοῦ ἄρθρου 2 καὶ ἀκροτελευτίου τῆς συμβάσεως. <box>40 1074 322 1158</box>
section-subtitle: Περὶ διοικήσεως τῆς Ἑταιρίας <box>917 364 1082 398</box>
paragraph: Παρακαλοῦνται ἅπαντες οἱ μέλη ὡς καὶ ἅπαντες οἱ φίλοι προσφιλεῖς νὰ προσέλθωσιν εἰς τὴν τελετὴν ταύτην. <box>1331 1268 1565 1314</box>
royal-crest-icon <box>1331 1668 1565 1778</box>
article-column-3 <box>626 146 898 2232</box>
paragraph: Ὁ Γεώργιος Ἡρακλείδης, οὗς τοῦ παρὰ τῷ δημαρχείῳ Πειραιῶς ὑπαλλήλου, Σοφοκλέους Ἡρακλείδου καὶ αὐτάδελφος τοῦ Ἀντωνίου Ἡρακλείδου, ὑπαλλήλου παρὰ τῷ ἐνταῦθα πρακτορείῳ Τζών καὶ Μενέλαος Ἡρακλείδη, ὑπαλλήλου παρὰ τῷ ἐφοπλιστῇ Κοίνσσα, ἀπεφάσισεν νὰ κλέψῃ τὰ πολύτιμα ἀντικείμενα. <box>1331 259 1565 417</box>
date-line: Ἐν Ἀθήναις, τῇ 2 Αὐγούστου 1905. <box>1345 1610 1551 1624</box>
paragraph: σμάτων ἐνεργεῖται εἰς τὰς ἡμέρας καὶ τοὺς τόπους τοὺς ὁριζομένους ὑπὸ τοῦ Διοικητικοῦ Συμβουλίου. <box>914 147 1085 230</box>
paragraph: Διὰ τοῦ αὐτοῦ δὲ τρόπου καὶ καθ' ἃ μέχρι τῆς ἐκλήψεως τοῦ ὀνομαστικοῦ κεφαλαίου αὐξάνεται τὸ ποσὸν τῶν ὑπὸ τῆς Ἑταιρίας ἐκδοθησομένων μετοχῶν. <box>40 1268 322 1334</box>
paragraph: Δύναται ὅμως ἡ Ἑταιρία πρὸ τοῦ διαστήματος τούτου διαλυθῇ ἀποφάσει τῆς Γενικῆς Συνελεύσεως τῶν Μετόχων καὶ μετὰ προηγουμένην συγκατάθεσιν τῆς Κυβερνήσεως, ὡς ὁρίζεται ἐν τῷ παρόντι καταστατικῷ. <box>40 640 322 741</box>
continued-note: (Τὸ συνέχεια εἰς Δ' σελίδα). <box>1103 1258 1313 1274</box>
paragraph: Πάντα τὰ βιβλία τῆς Ἑταιρίας καὶ πάντες οἱ λογαριασμοὶ αὐτῆς τίθενται εἰς τὴν διάθεσιν τῶν ἐλεγκτῶν. <box>626 323 898 372</box>
paragraph: Ἄρθρον 38. Τὸ Διοικητικὸν Συμβούλιον ἐπὶ τοῦ Καταστατικοῦ καὶ τῶν νόμων ἔχει πλήρη ἐξουσίαν πρὸς διαχείρισιν τῶν ὑποθέσεων τῆς Ἑταιρίας καὶ ἀπεριόριστον δικαίωμα τοῦ ἀποφασίζειν ἐπὶ παντὸς ζητήματος. <box>1101 428 1315 563</box>
paragraph: (Ἐκ τοῦ γραφείου τοῦ Συλλόγου). <box>1345 1123 1543 1137</box>
